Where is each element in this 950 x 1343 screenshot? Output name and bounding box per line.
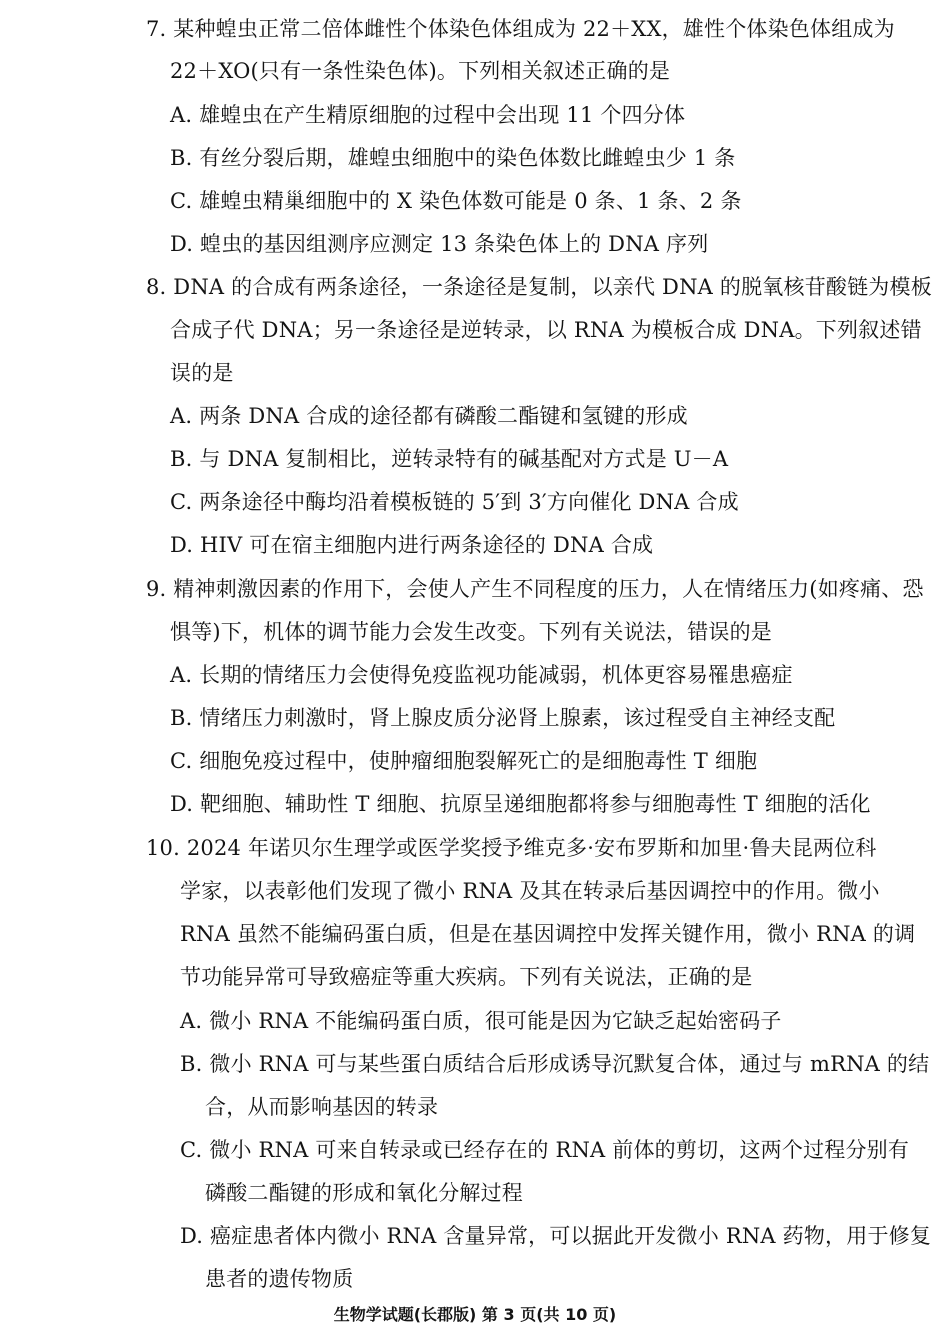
option-d: D. 靶细胞、辅助性 T 细胞、抗原呈递细胞都将参与细胞毒性 T 细胞的活化 (170, 792, 871, 816)
question-stem-line: 惧等)下，机体的调节能力会发生改变。下列有关说法，错误的是 (170, 620, 772, 644)
question-stem-line: 7. 某种蝗虫正常二倍体雌性个体染色体组成为 22＋XX，雄性个体染色体组成为 (146, 17, 895, 41)
option-d-continued: 患者的遗传物质 (205, 1267, 354, 1291)
option-a: A. 两条 DNA 合成的途径都有磷酸二酯键和氢键的形成 (170, 404, 688, 428)
question-stem-line: 节功能异常可导致癌症等重大疾病。下列有关说法，正确的是 (180, 965, 753, 989)
option-c: C. 雄蝗虫精巢细胞中的 X 染色体数可能是 0 条、1 条、2 条 (170, 189, 742, 213)
option-b: B. 有丝分裂后期，雄蝗虫细胞中的染色体数比雌蝗虫少 1 条 (170, 146, 736, 170)
question-stem-line: 10. 2024 年诺贝尔生理学或医学奖授予维克多·安布罗斯和加里·鲁夫昆两位科 (146, 836, 877, 860)
page-footer: 生物学试题(长郡版) 第 3 页(共 10 页) (333, 1305, 617, 1324)
option-c: C. 细胞免疫过程中，使肿瘤细胞裂解死亡的是细胞毒性 T 细胞 (170, 749, 758, 773)
option-a: A. 微小 RNA 不能编码蛋白质，很可能是因为它缺乏起始密码子 (180, 1009, 782, 1033)
question-stem-line: 9. 精神刺激因素的作用下，会使人产生不同程度的压力，人在情绪压力(如疼痛、恐 (146, 577, 924, 601)
option-c-continued: 磷酸二酯键的形成和氧化分解过程 (205, 1181, 523, 1205)
option-c: C. 两条途径中酶均沿着模板链的 5′到 3′方向催化 DNA 合成 (170, 490, 739, 514)
option-d: D. 蝗虫的基因组测序应测定 13 条染色体上的 DNA 序列 (170, 232, 709, 256)
option-d: D. 癌症患者体内微小 RNA 含量异常，可以据此开发微小 RNA 药物，用于修复 (180, 1224, 932, 1248)
option-b-continued: 合，从而影响基因的转录 (205, 1095, 439, 1119)
question-stem-line: RNA 虽然不能编码蛋白质，但是在基因调控中发挥关键作用，微小 RNA 的调 (180, 922, 916, 946)
option-b: B. 与 DNA 复制相比，逆转录特有的碱基配对方式是 U－A (170, 447, 729, 471)
option-a: A. 雄蝗虫在产生精原细胞的过程中会出现 11 个四分体 (170, 103, 686, 127)
option-d: D. HIV 可在宿主细胞内进行两条途径的 DNA 合成 (170, 533, 654, 557)
question-stem-line: 8. DNA 的合成有两条途径，一条途径是复制，以亲代 DNA 的脱氧核苷酸链为模板 (146, 275, 932, 299)
question-stem-line: 合成子代 DNA；另一条途径是逆转录，以 RNA 为模板合成 DNA。下列叙述错 (170, 318, 922, 342)
question-stem-line: 误的是 (170, 361, 234, 385)
option-a: A. 长期的情绪压力会使得免疫监视功能减弱，机体更容易罹患癌症 (170, 663, 793, 687)
option-c: C. 微小 RNA 可来自转录或已经存在的 RNA 前体的剪切，这两个过程分别有 (180, 1138, 910, 1162)
option-b: B. 微小 RNA 可与某些蛋白质结合后形成诱导沉默复合体，通过与 mRNA 的结 (180, 1052, 930, 1076)
question-stem-line: 学家，以表彰他们发现了微小 RNA 及其在转录后基因调控中的作用。微小 (180, 879, 880, 903)
option-b: B. 情绪压力刺激时，肾上腺皮质分泌肾上腺素，该过程受自主神经支配 (170, 706, 836, 730)
question-stem-line: 22＋XO(只有一条性染色体)。下列相关叙述正确的是 (170, 59, 671, 83)
